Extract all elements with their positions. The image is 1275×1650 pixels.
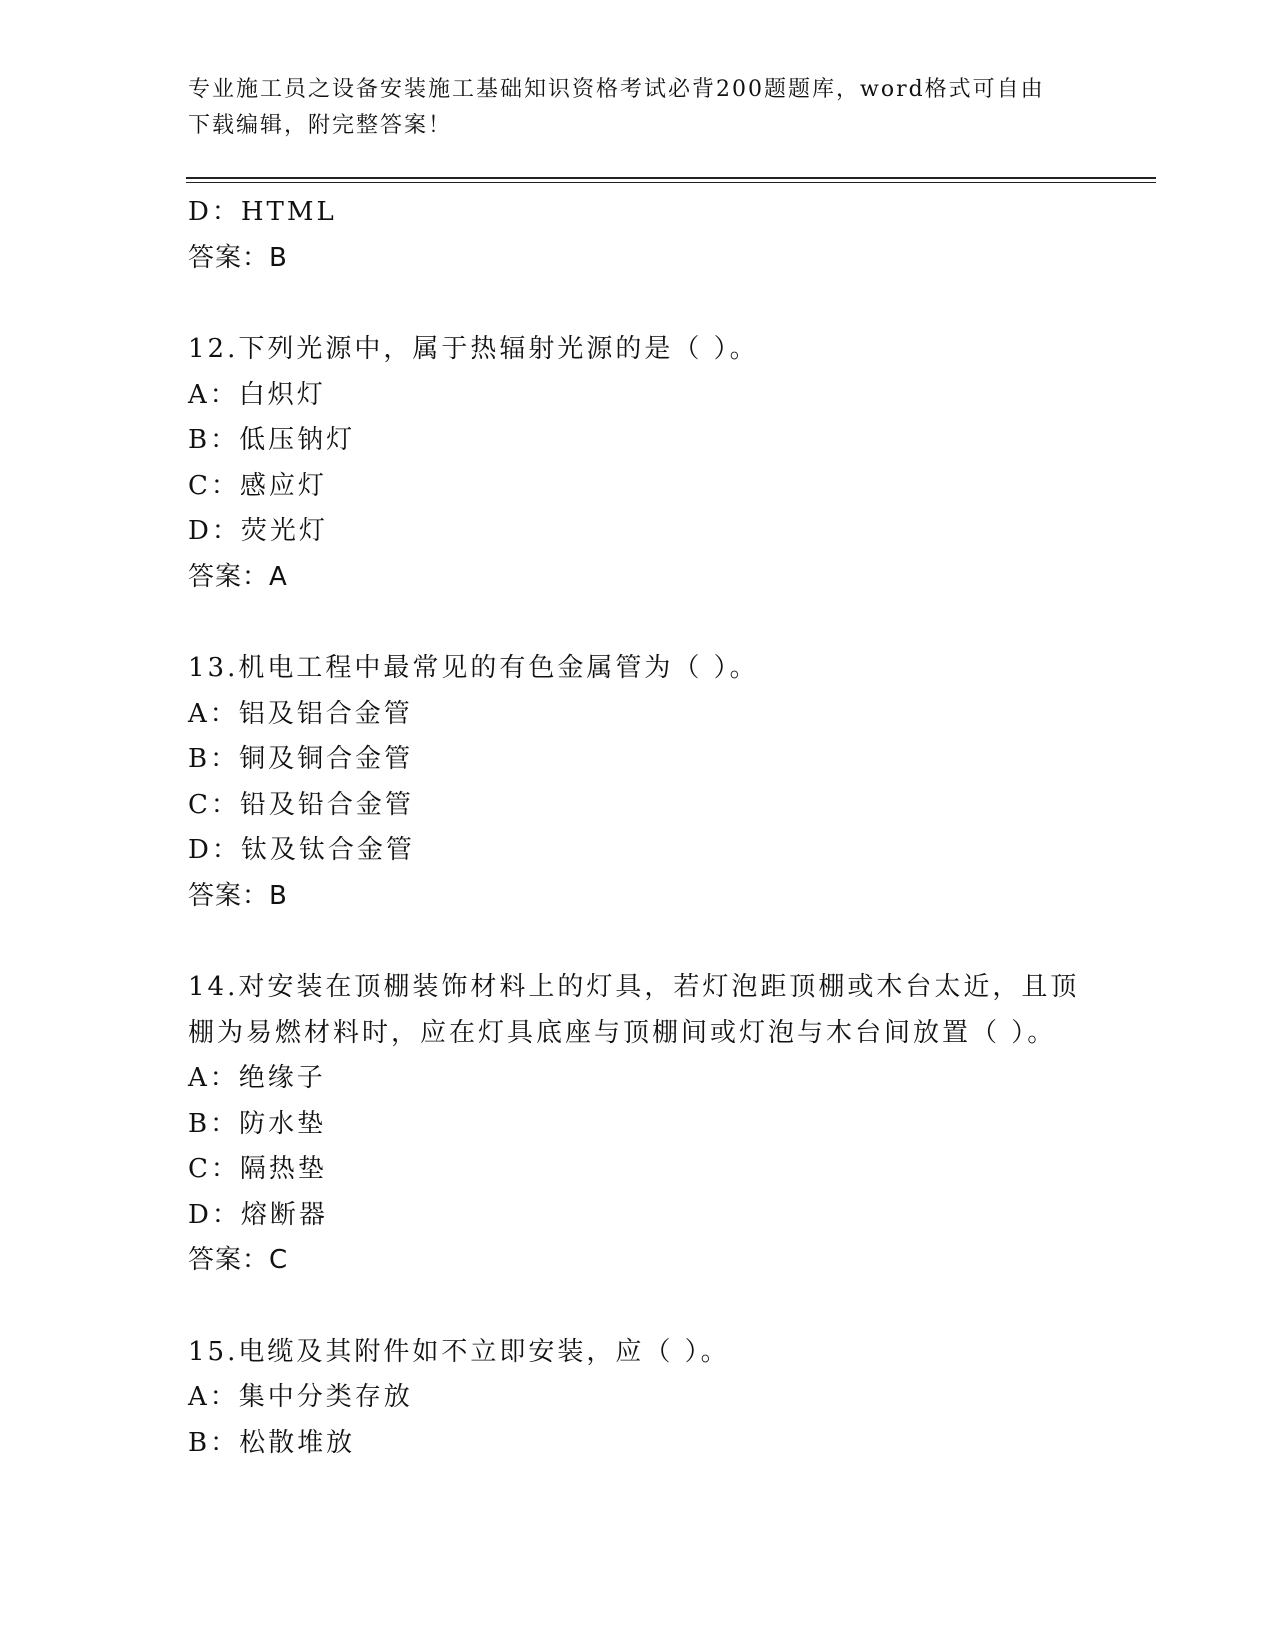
block-spacer bbox=[188, 600, 1088, 646]
option-line: D：HTML bbox=[188, 197, 337, 227]
option-line: C：感应灯 bbox=[188, 470, 327, 501]
document-header bbox=[188, 72, 1088, 144]
header-divider-thick bbox=[186, 177, 1156, 179]
option-line: D：荧光灯 bbox=[188, 516, 328, 546]
answer-line: 答案：C bbox=[188, 1245, 289, 1275]
question-text: 13.机电工程中最常见的有色金属管为（ ）。 bbox=[188, 653, 759, 683]
option-line: B：铜及铜合金管 bbox=[188, 744, 414, 774]
header-divider-thin bbox=[186, 182, 1156, 183]
option-line: A：白炽灯 bbox=[188, 379, 326, 410]
question-text: 12.下列光源中，属于热辐射光源的是（ ）。 bbox=[188, 334, 759, 364]
header-title-line-2: 下载编辑，附完整答案！ bbox=[188, 113, 453, 138]
question-text: 15.电缆及其附件如不立即安装，应（ ）。 bbox=[188, 1336, 730, 1367]
option-line: C：铅及铅合金管 bbox=[188, 789, 414, 820]
answer-line: 答案：A bbox=[188, 561, 288, 592]
header-title-line-1: 专业施工员之设备安装施工基础知识资格考试必背200题题库，word格式可自由 bbox=[188, 77, 1045, 102]
block-spacer bbox=[188, 919, 1088, 965]
option-line: D：熔断器 bbox=[188, 1199, 328, 1230]
block-spacer bbox=[188, 1284, 1088, 1330]
block-spacer bbox=[188, 281, 1088, 327]
option-line: B：防水垫 bbox=[188, 1108, 327, 1139]
option-line: B：低压钠灯 bbox=[188, 425, 356, 455]
question-text: 14.对安装在顶棚装饰材料上的灯具，若灯泡距顶棚或木台太近，且顶 bbox=[188, 972, 1080, 1002]
option-line: B：松散堆放 bbox=[188, 1427, 356, 1458]
option-line: A：绝缘子 bbox=[188, 1063, 326, 1093]
option-line: A：集中分类存放 bbox=[188, 1382, 413, 1412]
question-text: 棚为易燃材料时，应在灯具底座与顶棚间或灯泡与木台间放置（ ）。 bbox=[188, 1017, 1057, 1048]
answer-line: 答案：B bbox=[188, 880, 288, 911]
option-line: A：铝及铝合金管 bbox=[188, 698, 413, 729]
option-line: D：钛及钛合金管 bbox=[188, 835, 415, 865]
answer-line: 答案：B bbox=[188, 242, 288, 273]
question-list bbox=[188, 190, 1088, 1466]
option-line: C：隔热垫 bbox=[188, 1154, 327, 1184]
